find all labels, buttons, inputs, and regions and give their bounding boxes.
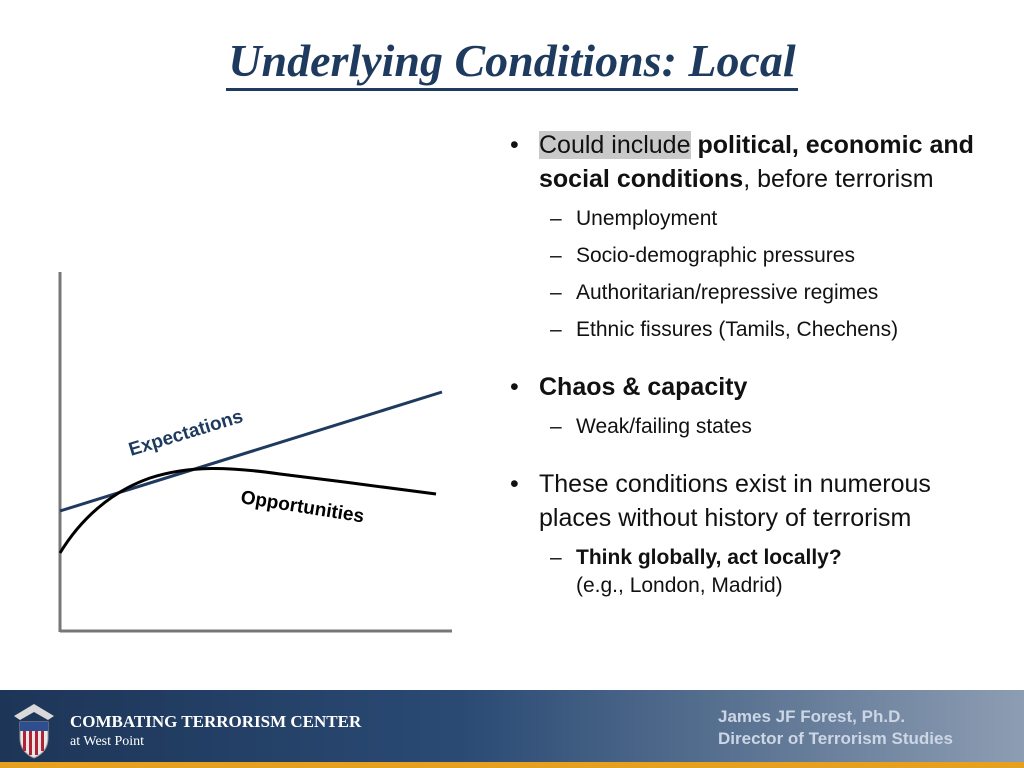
bullet-text: These conditions exist in numerous places without history of terrorism: [539, 470, 931, 532]
west-point-seal-icon: [8, 698, 60, 760]
opportunities-curve: [60, 468, 436, 553]
sub-bullet: – Unemployment: [550, 207, 718, 230]
sub-bullet: – Ethnic fissures (Tamils, Chechens): [550, 318, 899, 341]
bullet-list: [506, 128, 996, 600]
organization-name: COMBATING TERRORISM CENTER: [70, 712, 362, 731]
organization-subtitle: at West Point: [70, 734, 145, 749]
footer-accent-line: [0, 762, 1024, 768]
author-title: Director of Terrorism Studies: [718, 729, 953, 748]
slide-title: [0, 34, 1024, 87]
bold-text: Chaos & capacity: [539, 373, 748, 401]
bullet-chaos: [506, 370, 996, 404]
bullet-mark: •: [510, 470, 519, 498]
author-block: [718, 706, 953, 750]
sub-bullet-text: (e.g., London, Madrid): [576, 574, 783, 597]
author-name: James JF Forest, Ph.D.: [718, 707, 906, 726]
bold-text: political, economic and social conditions: [539, 131, 974, 193]
highlighted-text: Could include: [539, 131, 691, 159]
bullet-conditions-exist: [506, 467, 996, 535]
bullet-mark: •: [510, 373, 519, 401]
expectations-opportunities-diagram: [0, 260, 470, 650]
bullet-conditions: [506, 128, 996, 196]
sub-bullet: – Authoritarian/repressive regimes: [550, 281, 879, 304]
footer-bar: [0, 690, 1024, 768]
sub-bullet: – Weak/failing states: [550, 415, 752, 438]
bullet-mark: •: [510, 131, 519, 159]
bold-text: Think globally, act locally?: [576, 546, 842, 569]
bullet-text: , before terrorism: [743, 165, 934, 193]
opportunities-label: Opportunities: [239, 487, 366, 528]
slide-title-text: Underlying Conditions: Local: [226, 35, 797, 91]
sub-bullet: – Think globally, act locally? (e.g., London, Madrid): [550, 546, 842, 597]
expectations-label: Expectations: [126, 406, 246, 461]
sub-bullet: – Socio-demographic pressures: [550, 244, 855, 267]
